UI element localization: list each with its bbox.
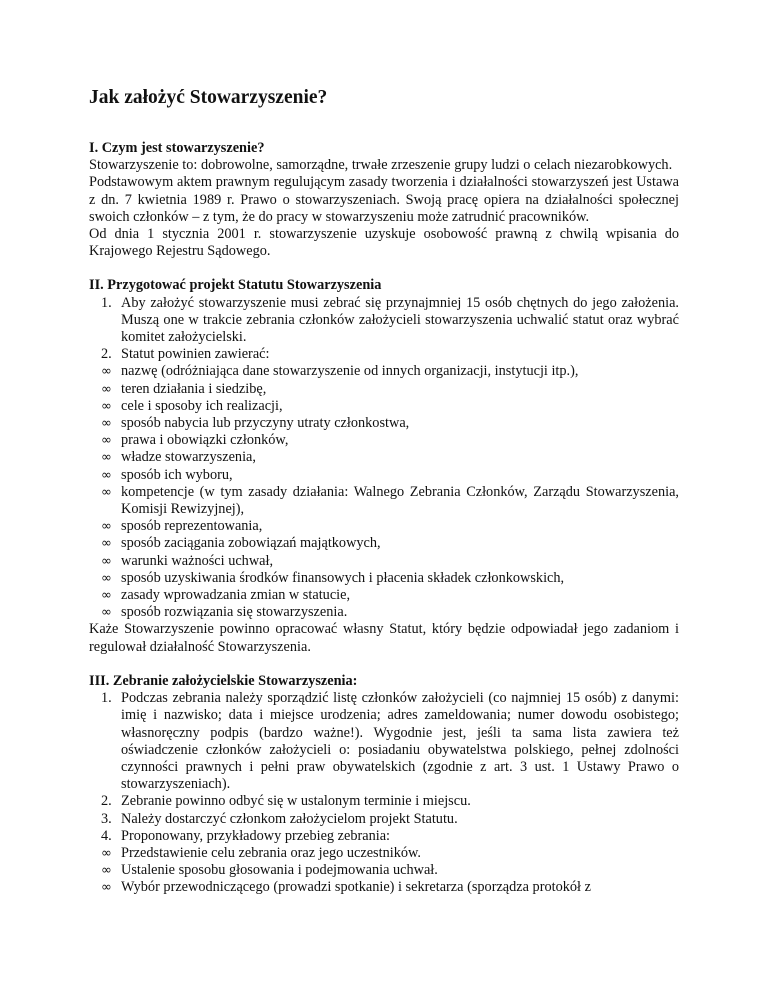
item-text: Aby założyć stowarzyszenie musi zebrać się przynajmniej 15 osób chętnych do jego założenia. Muszą one w trakcie zebrania członków założycieli stowarzyszenia uchwalić statut oraz wybrać komitet założycielski. — [121, 294, 679, 346]
list-item — [89, 570, 679, 587]
numbered-item — [89, 295, 679, 347]
item-text: władze stowarzyszenia, — [121, 449, 256, 466]
item-text: sposób nabycia lub przyczyny utraty członkostwa, — [121, 415, 410, 432]
infinity-bullet-icon: ∞ — [101, 381, 112, 397]
numbered-item — [89, 828, 679, 845]
list-item — [89, 467, 679, 484]
item-text: prawa i obowiązki członków, — [121, 432, 289, 449]
paragraph: Każe Stowarzyszenie powinno opracować własny Statut, który będzie odpowiadał jego zadaniom i regulował działalność Stowarzyszenia. — [89, 621, 679, 655]
item-text: sposób ich wyboru, — [121, 466, 233, 483]
list-item — [89, 398, 679, 415]
item-text: sposób reprezentowania, — [121, 518, 263, 535]
infinity-bullet-icon: ∞ — [101, 467, 112, 483]
infinity-bullet-icon: ∞ — [101, 416, 112, 432]
numbered-item — [89, 690, 679, 793]
infinity-bullet-icon: ∞ — [101, 845, 112, 861]
section-what-is-association — [89, 140, 679, 260]
item-number: 2. — [101, 346, 112, 363]
paragraph: Od dnia 1 stycznia 2001 r. stowarzyszenie uzyskuje osobowość prawną z chwilą wpisania do Krajowego Rejestru Sądowego. — [89, 226, 679, 260]
item-number: 2. — [101, 793, 112, 810]
item-number: 4. — [101, 827, 112, 844]
item-text: sposób uzyskiwania środków finansowych i płacenia składek członkowskich, — [121, 569, 565, 586]
infinity-bullet-icon: ∞ — [101, 519, 112, 535]
section-heading: II. Przygotować projekt Statutu Stowarzyszenia — [89, 277, 382, 294]
list-item — [89, 381, 679, 398]
infinity-bullet-icon: ∞ — [101, 570, 112, 586]
item-text: kompetencje (w tym zasady działania: Walnego Zebrania Członków, Zarządu Stowarzyszenia, Komisji Rewizyjnej), — [121, 483, 679, 518]
section-heading: III. Zebranie założycielskie Stowarzyszenia: — [89, 672, 358, 689]
list-item — [89, 862, 679, 879]
numbered-item — [89, 793, 679, 810]
infinity-bullet-icon: ∞ — [101, 398, 112, 414]
section-statute-project — [89, 277, 679, 655]
numbered-item — [89, 811, 679, 828]
section-heading: I. Czym jest stowarzyszenie? — [89, 140, 265, 156]
list-item — [89, 535, 679, 552]
infinity-bullet-icon: ∞ — [101, 450, 112, 466]
numbered-list — [89, 690, 679, 845]
section-founding-meeting — [89, 673, 679, 897]
item-text: Przedstawienie celu zebrania oraz jego uczestników. — [121, 844, 421, 861]
list-item — [89, 879, 679, 896]
numbered-list — [89, 295, 679, 364]
item-text: Podczas zebrania należy sporządzić listę członków założycieli (co najmniej 15 osób) z danymi: imię i nazwisko; data i miejsce urodzenia; adres zameldowania; numer dowodu osobistego; własnoręczny podpis (bardzo ważne!). Wygodnie jest, jeśli ta sama lista zawiera też oświadczenie członków założycieli o: posiadaniu obywatelstwa polskiego, pełnej zdolności czynności prawnych i pełni praw obywatelskich (zgodnie z art. 3 ust. 1 Ustawy Prawo o stowarzyszeniach). — [121, 690, 679, 793]
infinity-bullet-icon: ∞ — [101, 433, 112, 449]
list-item — [89, 363, 679, 380]
list-item — [89, 432, 679, 449]
list-item — [89, 415, 679, 432]
infinity-bullet-icon: ∞ — [101, 364, 112, 380]
infinity-bullet-icon: ∞ — [101, 484, 112, 500]
paragraph: Podstawowym aktem prawnym regulującym zasady tworzenia i działalności stowarzyszeń jest Ustawa z dn. 7 kwietnia 1989 r. Prawo o stowarzyszeniach. Swoją pracę opiera na działalności społecznej swoich członków – z tym, że do pracy w stowarzyszeniu może zatrudnić pracowników. — [89, 174, 679, 225]
item-text: sposób zaciągania zobowiązań majątkowych, — [121, 535, 381, 552]
item-text: Proponowany, przykładowy przebieg zebrania: — [121, 827, 391, 844]
infinity-bullet-icon: ∞ — [101, 536, 112, 552]
infinity-bullet-icon: ∞ — [101, 605, 112, 621]
infinity-bullet-icon: ∞ — [101, 553, 112, 569]
item-number: 3. — [101, 810, 112, 827]
list-item — [89, 587, 679, 604]
item-text: Statut powinien zawierać: — [121, 346, 270, 363]
item-text: warunki ważności uchwał, — [121, 552, 274, 569]
list-item — [89, 553, 679, 570]
statute-contents-list — [89, 363, 679, 621]
infinity-bullet-icon: ∞ — [101, 863, 112, 879]
item-text: nazwę (odróżniająca dane stowarzyszenie od innych organizacji, instytucji itp.), — [121, 363, 579, 380]
numbered-item — [89, 346, 679, 363]
item-number: 1. — [101, 690, 112, 707]
document-title: Jak założyć Stowarzyszenie? — [89, 87, 328, 108]
item-text: Zebranie powinno odbyć się w ustalonym terminie i miejscu. — [121, 793, 471, 810]
infinity-bullet-icon: ∞ — [101, 880, 112, 896]
infinity-bullet-icon: ∞ — [101, 588, 112, 604]
item-text: Ustalenie sposobu głosowania i podejmowania uchwał. — [121, 862, 438, 879]
item-text: cele i sposoby ich realizacji, — [121, 397, 283, 414]
list-item — [89, 845, 679, 862]
item-text: zasady wprowadzania zmian w statucie, — [121, 587, 351, 604]
list-item — [89, 484, 679, 518]
item-text: teren działania i siedzibę, — [121, 380, 267, 397]
item-number: 1. — [101, 294, 112, 311]
list-item — [89, 518, 679, 535]
list-item — [89, 604, 679, 621]
item-text: Należy dostarczyć członkom założycielom projekt Statutu. — [121, 810, 458, 827]
item-text: sposób rozwiązania się stowarzyszenia. — [121, 604, 348, 621]
item-text: Wybór przewodniczącego (prowadzi spotkanie) i sekretarza (sporządza protokół z — [121, 879, 591, 896]
meeting-agenda-list — [89, 845, 679, 897]
paragraph: Stowarzyszenie to: dobrowolne, samorządne, trwałe zrzeszenie grupy ludzi o celach niezarobkowych. — [89, 157, 673, 174]
list-item — [89, 449, 679, 466]
document-page — [89, 86, 679, 897]
